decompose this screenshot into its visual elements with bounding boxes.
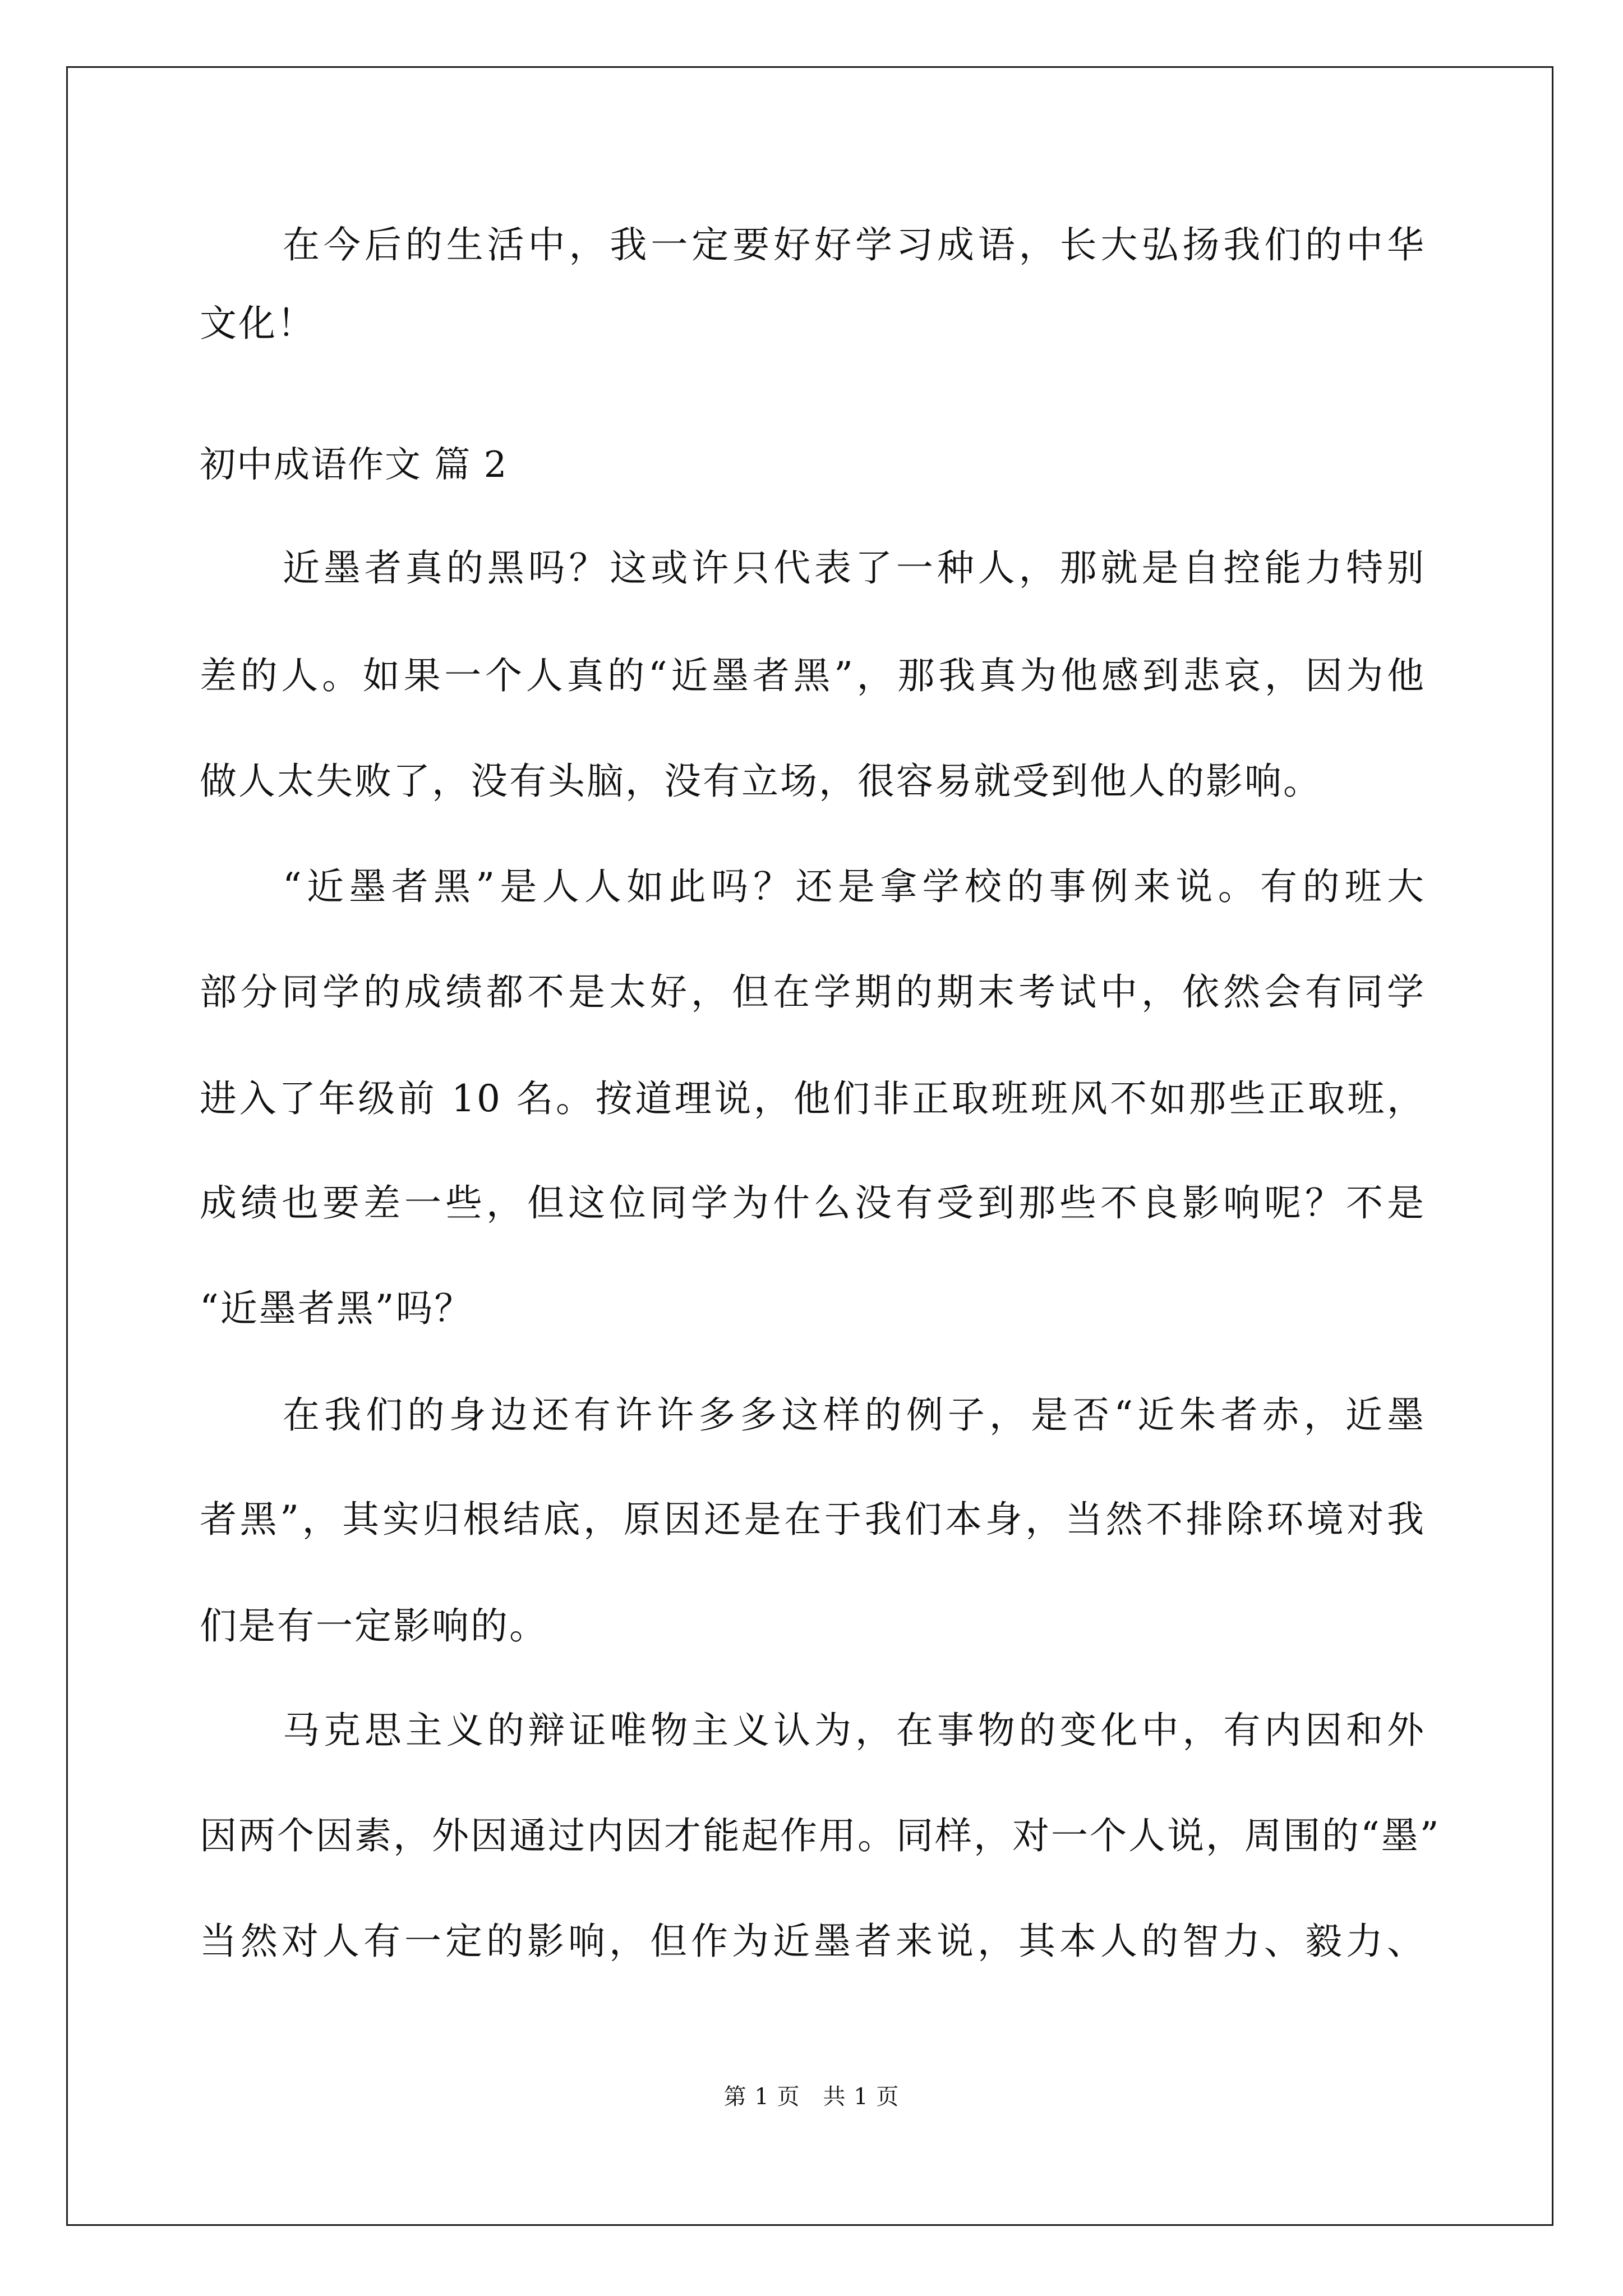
paragraph-line: “近墨者黑”是人人如此吗？还是拿学校的事例来说。有的班大: [283, 865, 1426, 908]
paragraph-line: “近墨者黑”吗？: [200, 1287, 473, 1330]
paragraph-line: 当然对人有一定的影响，但作为近墨者来说，其本人的智力、毅力、: [200, 1920, 1426, 1963]
paragraph-line: 马克思主义的辩证唯物主义认为，在事物的变化中，有内因和外: [283, 1709, 1426, 1752]
section-heading: 初中成语作文 篇 2: [200, 444, 508, 486]
page-number-footer: 第 1 页 共 1 页: [723, 2084, 900, 2110]
paragraph-line: 者黑”，其实归根结底，原因还是在于我们本身，当然不排除环境对我: [200, 1498, 1426, 1541]
paragraph-line: 在今后的生活中，我一定要好好学习成语，长大弘扬我们的中华: [283, 223, 1426, 266]
paragraph-line: 因两个因素，外因通过内因才能起作用。同样，对一个人说，周围的“墨”: [200, 1814, 1441, 1857]
paragraph-line: 近墨者真的黑吗？这或许只代表了一种人，那就是自控能力特别: [283, 546, 1426, 590]
paragraph-line: 进入了年级前 10 名。按道理说，他们非正取班班风不如那些正取班，: [200, 1077, 1426, 1120]
page-border: [66, 66, 1553, 2226]
paragraph-line: 做人太失败了，没有头脑，没有立场，很容易就受到他人的影响。: [200, 760, 1322, 803]
paragraph-line: 成绩也要差一些，但这位同学为什么没有受到那些不良影响呢？不是: [200, 1181, 1426, 1225]
paragraph-line: 文化！: [200, 302, 316, 345]
paragraph-line: 们是有一定影响的。: [200, 1604, 548, 1648]
paragraph-line: 部分同学的成绩都不是太好，但在学期的期末考试中，依然会有同学: [200, 970, 1426, 1014]
paragraph-line: 在我们的身边还有许许多多这样的例子，是否“近朱者赤，近墨: [283, 1393, 1426, 1437]
paragraph-line: 差的人。如果一个人真的“近墨者黑”，那我真为他感到悲哀，因为他: [200, 654, 1426, 697]
